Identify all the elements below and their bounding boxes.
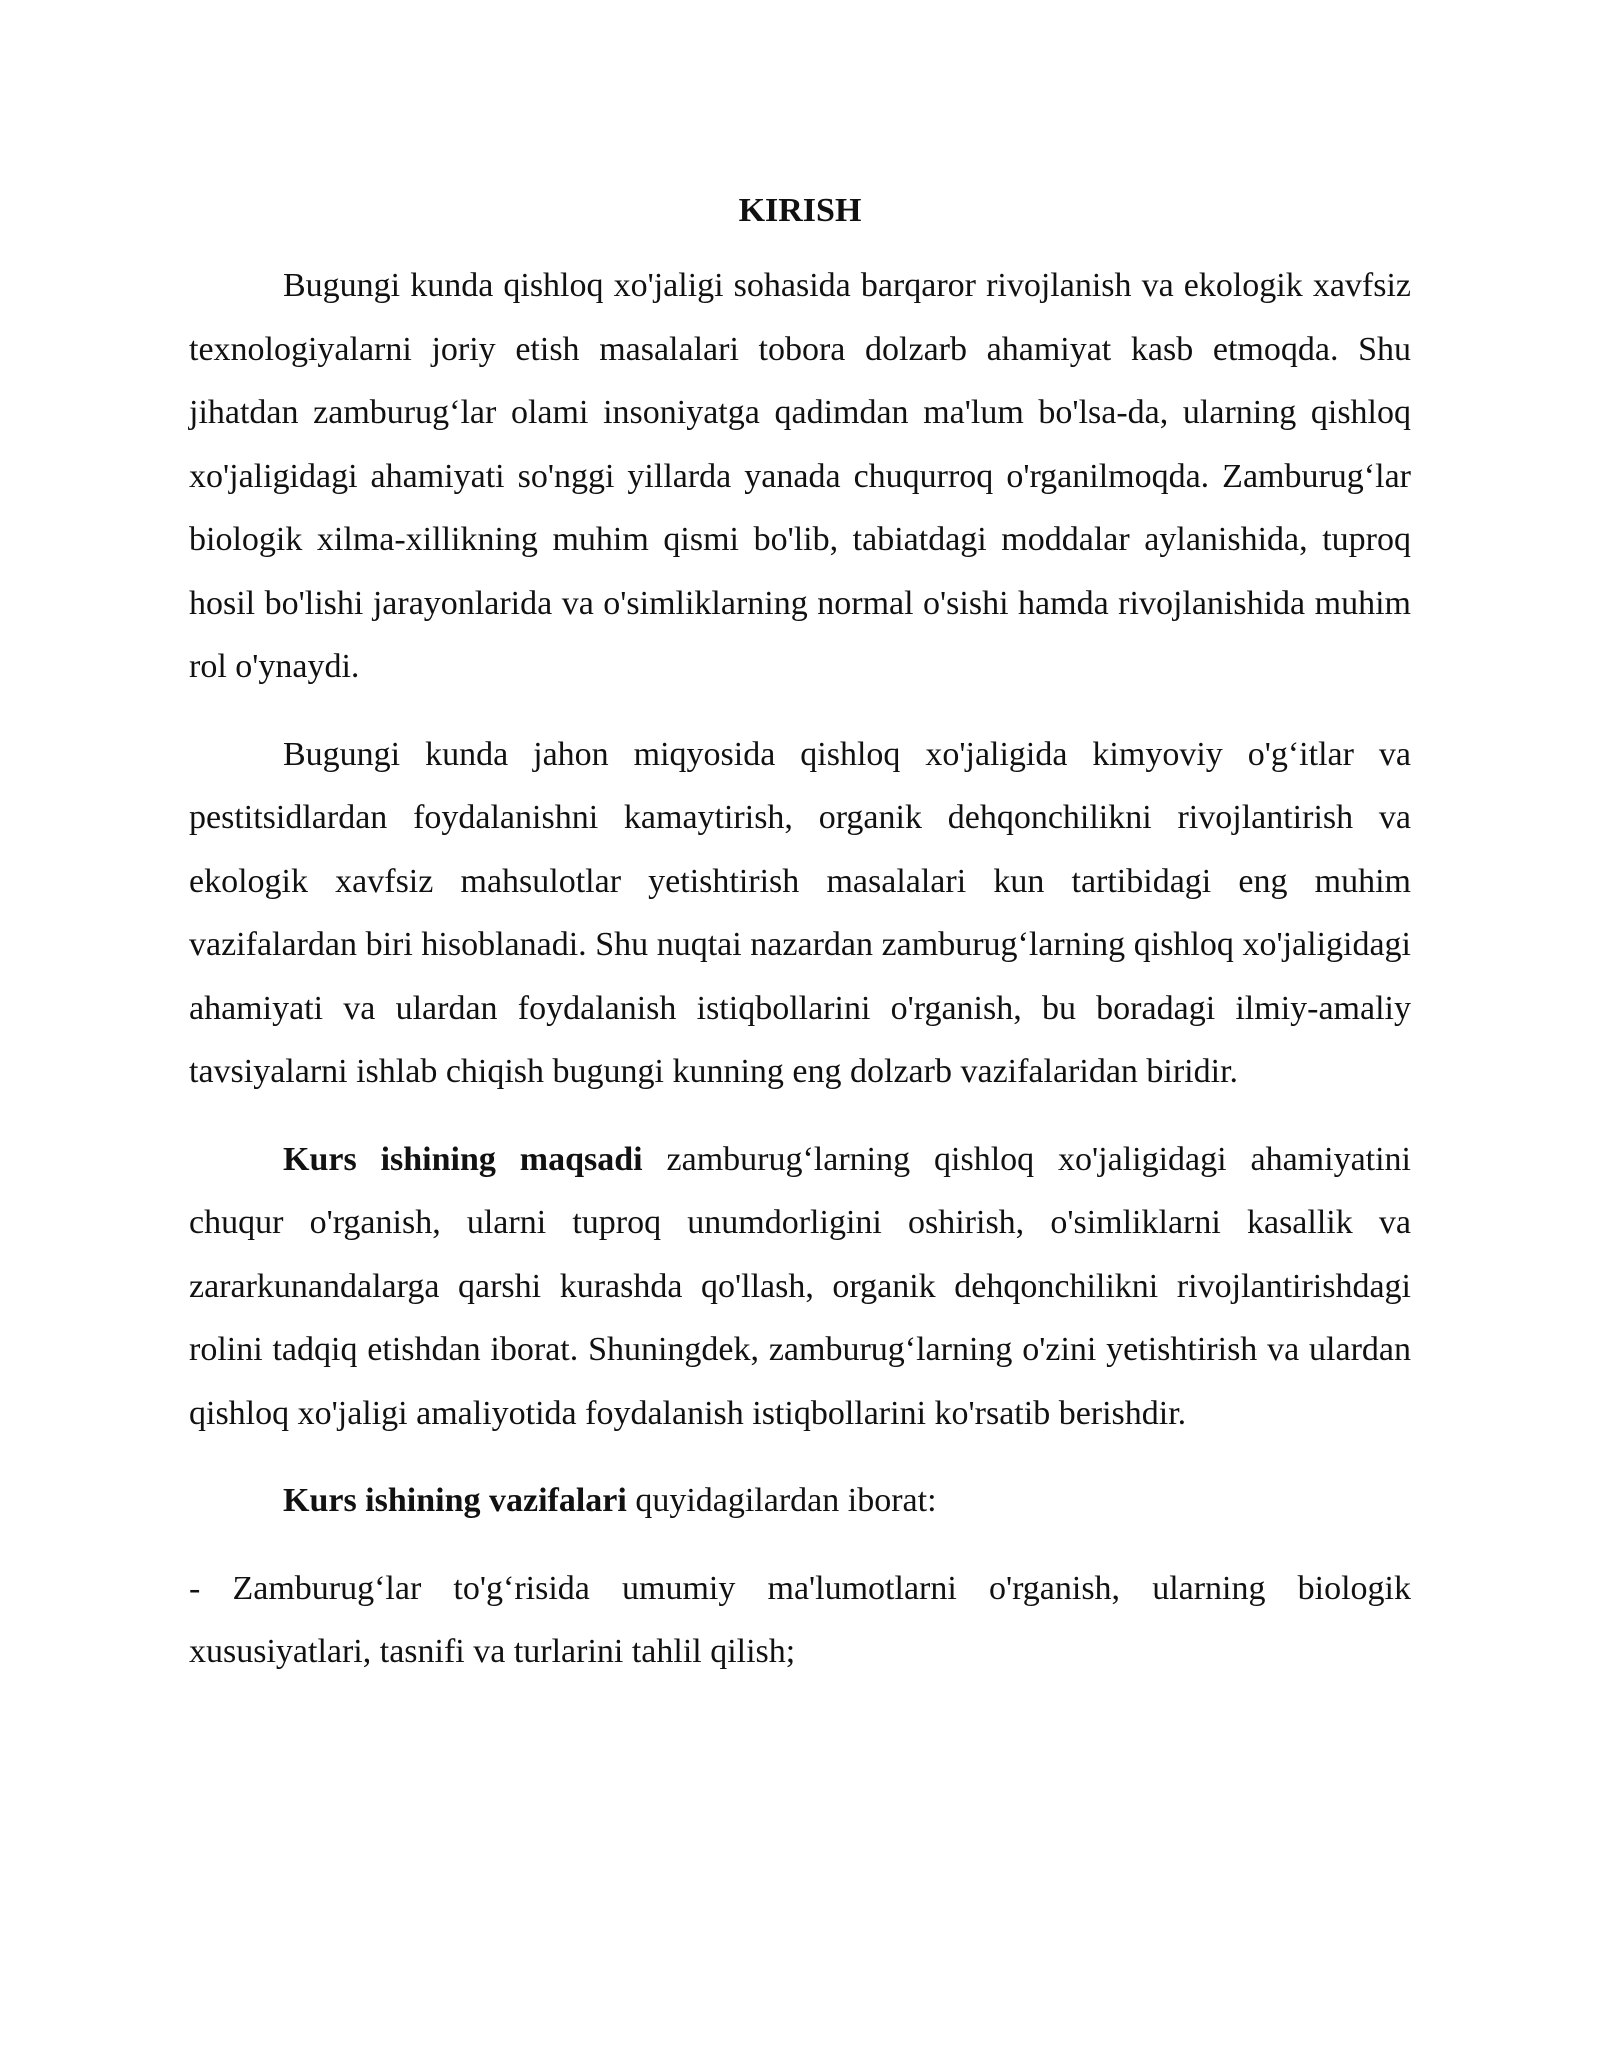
task-list-item — [189, 1557, 1411, 1684]
paragraph-text: Bugungi kunda jahon miqyosida qishloq xo'jaligida kimyoviy o'g‘itlar va pestitsidlardan foydalanishni kamaytirish, organik dehqonchilikni rivojlantirish va ekologik xavfsiz mahsulotlar yetishtirish masalalari kun tartibidagi eng muhim vazifalardan biri hisoblanadi. Shu nuqtai nazardan zamburug‘larning qishloq xo'jaligidagi ahamiyati va ulardan foydalanish istiqbollarini o'rganish, bu boradagi ilmiy-amaliy tavsiyalarni ishlab chiqish bugungi kunning eng dolzarb vazifalaridan biridir. — [189, 735, 1411, 1090]
tasks-paragraph — [189, 1469, 1411, 1533]
document-title: KIRISH — [738, 192, 862, 229]
intro-paragraph-2 — [189, 723, 1411, 1104]
document-body — [189, 186, 1411, 1684]
intro-paragraph-1 — [189, 254, 1411, 699]
paragraph-text: zamburug‘larning qishloq xo'jaligidagi ahamiyatini chuqur o'rganish, ularni tuproq unumdorligini oshirish, o'simliklarni kasallik va zararkunandalarga qarshi kurashda qo'llash, organik dehqonchilikni rivojlantirishdagi rolini tadqiq etishdan iborat. Shuningdek, zamburug‘larning o'zini yetishtirish va ulardan qishloq xo'jaligi amaliyotida foydalanish istiqbollarini ko'rsatib berishdir. — [189, 1140, 1412, 1432]
list-item-text: - Zamburug‘lar to'g‘risida umumiy ma'lumotlarni o'rganish, ularning biologik xususiyatlari, tasnifi va turlarini tahlil qilish; — [189, 1569, 1411, 1670]
paragraph-text: quyidagilardan iborat: — [626, 1482, 937, 1519]
goal-heading: Kurs ishining maqsadi — [283, 1140, 643, 1178]
paragraph-text: Bugungi kunda qishloq xo'jaligi sohasida barqaror rivojlanish va ekologik xavfsiz texnologiyalarni joriy etish masalalari tobora dolzarb ahamiyat kasb etmoqda. Shu jihatdan zamburug‘lar olami insoniyatga qadimdan ma'lum bo'lsa-da, ularning qishloq xo'jaligidagi ahamiyati so'nggi yillarda yanada chuqurroq o'rganilmoqda. Zamburug‘lar biologik xilma-xillikning muhim qismi bo'lib, tabiatdagi moddalar aylanishida, tuproq hosil bo'lishi jarayonlarida va o'simliklarning normal o'sishi hamda rivojlanishida muhim rol o'ynaydi. — [189, 267, 1411, 685]
goal-paragraph — [189, 1128, 1411, 1446]
tasks-heading: Kurs ishining vazifalari — [283, 1482, 627, 1519]
